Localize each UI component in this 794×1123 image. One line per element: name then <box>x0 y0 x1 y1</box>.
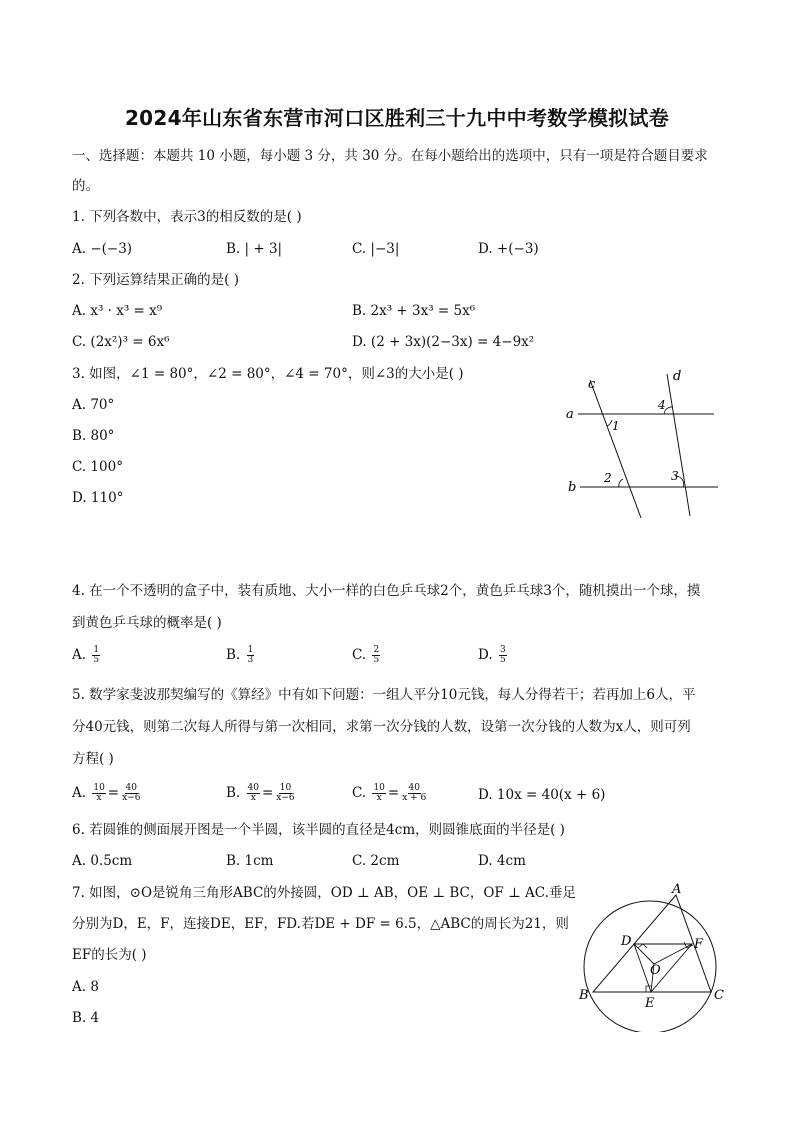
option-label: C. <box>352 647 367 663</box>
label-O: O <box>650 963 661 978</box>
line-c <box>590 380 641 518</box>
fraction <box>247 784 260 803</box>
q7-stem-cont: 分别为D，E，F，连接DE，EF，FD.若DE + DF = 6.5，△ABC的周长为21，则 <box>72 916 569 932</box>
q1-stem: 1. 下列各数中，表示3的相反数的是( ) <box>72 209 302 225</box>
denominator: 5 <box>373 655 380 665</box>
denominator: x−6 <box>122 793 141 803</box>
line-d <box>667 374 690 516</box>
numerator: 10 <box>93 783 105 793</box>
q1-option-c: C. |−3| <box>352 241 400 257</box>
q2-stem: 2. 下列运算结果正确的是( ) <box>72 272 239 288</box>
fraction <box>372 646 380 665</box>
option-label: D. <box>478 647 493 663</box>
q3-figure <box>556 366 726 526</box>
q4-option-b <box>226 646 256 665</box>
denominator: x <box>250 793 256 803</box>
denominator: 3 <box>247 655 254 665</box>
segment-od <box>634 944 654 964</box>
fraction <box>92 784 105 803</box>
q6-option-a: A. 0.5cm <box>72 853 133 869</box>
right-angle-d <box>638 944 647 948</box>
label-c: c <box>588 377 596 392</box>
numerator: 1 <box>93 645 100 655</box>
q3-option-c: C. 100° <box>72 459 123 475</box>
q6-option-d: D. 4cm <box>478 853 526 869</box>
label-1: 1 <box>612 419 620 433</box>
q5-option-a: A. $\frac{10}{x}$ = $\frac{40}{x-6}$ <box>72 783 141 803</box>
label-F: F <box>694 937 704 952</box>
q4-stem: 4. 在一个不透明的盒子中，装有质地、大小一样的白色乒乓球2个，黄色乒乓球3个，随机摸出一个球，摸 <box>72 583 701 599</box>
label-3: 3 <box>671 469 679 483</box>
q3-option-b: B. 80° <box>72 428 115 444</box>
q5-option-d: D. 10x = 40(x + 6) <box>478 787 606 803</box>
q2-option-a: A. x³ · x³ = x⁹ <box>72 303 163 319</box>
q3-option-a: A. 70° <box>72 397 115 413</box>
label-E: E <box>645 996 655 1011</box>
label-2: 2 <box>604 471 612 485</box>
numerator: 40 <box>247 783 259 793</box>
denominator: 5 <box>499 655 506 665</box>
angle-2-arc <box>619 479 623 487</box>
option-label: C. <box>352 785 367 801</box>
fraction <box>247 646 255 665</box>
q4-option-a <box>72 646 102 665</box>
label-D: D <box>621 934 632 949</box>
q1-option-a: A. −(−3) <box>72 241 133 257</box>
label-a: a <box>566 407 574 422</box>
fraction <box>92 646 100 665</box>
fraction <box>121 784 141 803</box>
q6-option-c: C. 2cm <box>352 853 400 869</box>
fraction <box>499 646 507 665</box>
q2-option-c: C. (2x²)³ = 6x⁶ <box>72 334 170 350</box>
section-heading-cont: 的。 <box>72 178 99 194</box>
denominator: 5 <box>93 655 100 665</box>
q7-stem-cont2: EF的长为( ) <box>72 947 147 963</box>
q2-option-b: B. 2x³ + 3x³ = 5x⁶ <box>352 303 476 319</box>
q7-figure <box>574 882 734 1032</box>
page-title: 2024年山东省东营市河口区胜利三十九中中考数学模拟试卷 <box>124 106 670 130</box>
q7-option-b: B. 4 <box>72 1010 100 1026</box>
q5-stem: 5. 数学家斐波那契编写的《算经》中有如下问题：一组人平分10元钱，每人分得若干；若再加上6人，平 <box>72 687 696 703</box>
q5-stem-cont2: 方程( ) <box>72 751 114 767</box>
label-4: 4 <box>658 398 666 412</box>
fraction <box>275 784 295 803</box>
q1-option-d: D. +(−3) <box>478 241 539 257</box>
q4-option-c <box>352 646 382 665</box>
q4-option-d <box>478 646 509 665</box>
numerator: 40 <box>408 783 420 793</box>
denominator: x <box>96 793 102 803</box>
option-label: B. <box>226 785 241 801</box>
fraction <box>401 784 427 803</box>
numerator: 40 <box>125 783 137 793</box>
q5-stem-cont: 分40元钱，则第二次每人所得与第一次相同，求第一次分钱的人数，设第一次分钱的人数为x人，则可列 <box>72 719 691 735</box>
triangle-def <box>634 944 692 992</box>
section-heading: 一、选择题：本题共 10 小题，每小题 3 分，共 30 分。在每小题给出的选项中，只有一项是符合题目要求 <box>72 148 708 164</box>
denominator: x + 6 <box>402 793 427 803</box>
label-d: d <box>673 369 682 384</box>
q1-option-b: B. | + 3| <box>226 241 283 257</box>
q5-option-b: B. $\frac{40}{x}$ = $\frac{10}{x-6}$ <box>226 783 295 803</box>
label-A: A <box>672 882 682 897</box>
q6-option-b: B. 1cm <box>226 853 274 869</box>
fraction <box>372 784 385 803</box>
denominator: x−6 <box>276 793 295 803</box>
numerator: 2 <box>373 645 380 655</box>
q5-option-c: C. $\frac{10}{x}$ = $\frac{40}{x + 6}$ <box>352 783 427 803</box>
numerator: 1 <box>247 645 254 655</box>
q7-stem: 7. 如图，⊙O是锐角三角形ABC的外接圆，OD ⊥ AB，OE ⊥ BC，OF ⊥ AC.垂足 <box>72 885 576 901</box>
denominator: x <box>376 793 382 803</box>
option-label: A. <box>72 785 87 801</box>
option-label: B. <box>226 647 241 663</box>
label-b: b <box>568 480 577 495</box>
numerator: 10 <box>373 783 385 793</box>
q2-option-d: D. (2 + 3x)(2−3x) = 4−9x² <box>352 334 535 350</box>
q3-stem: 3. 如图，∠1 = 80°，∠2 = 80°，∠4 = 70°，则∠3的大小是( ) <box>72 366 464 382</box>
q7-option-a: A. 8 <box>72 979 99 995</box>
numerator: 10 <box>279 783 292 793</box>
q6-stem: 6. 若圆锥的侧面展开图是一个半圆，该半圆的直径是4cm，则圆锥底面的半径是( ) <box>72 822 565 838</box>
q3-option-d: D. 110° <box>72 490 124 506</box>
label-B: B <box>579 988 589 1003</box>
q4-stem-cont: 到黄色乒乓球的概率是( ) <box>72 615 222 631</box>
label-C: C <box>714 988 724 1003</box>
option-label: A. <box>72 647 87 663</box>
numerator: 3 <box>499 645 506 655</box>
